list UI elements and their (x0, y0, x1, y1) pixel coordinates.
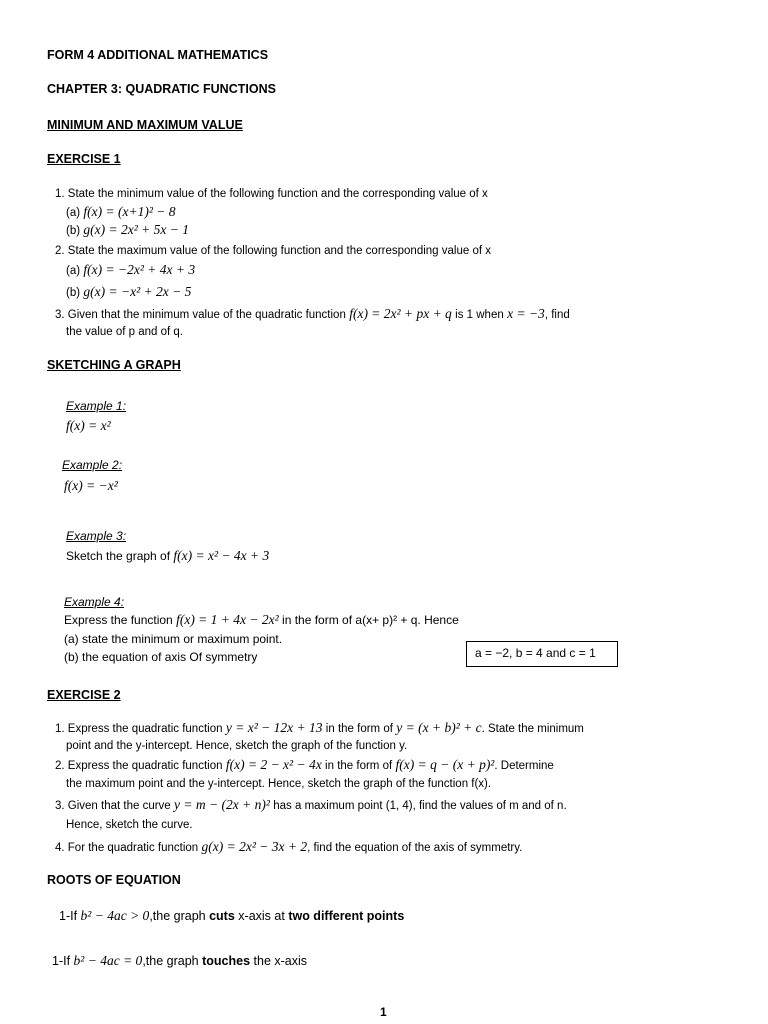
question-text: 3. Given that the minimum value of the quadratic function (55, 309, 346, 321)
question-text: is 1 when (455, 309, 504, 321)
chapter-title: CHAPTER 3: QUADRATIC FUNCTIONS (47, 82, 276, 96)
coefficient-hint-box: a = −2, b = 4 and c = 1 (466, 641, 618, 667)
exercise-1-question-3 (55, 306, 570, 322)
rule-text: 1-If (52, 954, 71, 968)
exercise-2-question-1 (55, 720, 584, 736)
roots-rule-2 (52, 953, 307, 969)
math-expression: b² − 4ac = 0 (73, 953, 143, 968)
item-label: (b) (66, 225, 81, 237)
question-text: in the form of (325, 723, 393, 735)
topic-heading: MINIMUM AND MAXIMUM VALUE (47, 118, 243, 132)
exercise-1-heading: EXERCISE 1 (47, 152, 121, 166)
example-4-part-a: (a) state the minimum or maximum point. (64, 632, 283, 646)
math-expression: y = x² − 12x + 13 (225, 720, 323, 735)
math-expression: f(x) = 2 − x² − 4x (225, 757, 322, 772)
question-text: 4. For the quadratic function (55, 842, 199, 854)
example-4-part-b: (b) the equation of axis Of symmetry (64, 650, 258, 664)
exercise-2-question-4 (55, 839, 522, 855)
sketching-heading: SKETCHING A GRAPH (47, 358, 181, 372)
math-expression: f(x) = x² − 4x + 3 (173, 548, 270, 563)
example-3-text (66, 548, 269, 564)
rule-text: the x-axis (253, 954, 308, 968)
rule-text: x-axis at (238, 909, 285, 923)
exercise-1-question-1a (66, 204, 176, 220)
exercise-2-question-2-line2: the maximum point and the y-intercept. Hence, sketch the graph of the function f(x). (66, 778, 492, 790)
question-text: in the form of (325, 760, 393, 772)
roots-rule-1 (59, 908, 404, 924)
example-3-label: Example 3: (66, 529, 127, 543)
item-label: (b) (66, 287, 81, 299)
math-expression: y = m − (2x + n)² (174, 797, 270, 812)
exercise-1-question-3-line2: the value of p and of q. (66, 326, 184, 338)
exercise-1-question-1b (66, 222, 189, 238)
math-expression: g(x) = 2x² + 5x − 1 (83, 222, 190, 237)
roots-heading: ROOTS OF EQUATION (47, 873, 181, 887)
rule-emphasis: cuts (209, 909, 235, 923)
example-4-text (64, 612, 459, 628)
math-expression: g(x) = 2x² − 3x + 2 (201, 839, 308, 854)
math-condition: x = −3 (507, 306, 545, 321)
example-4-label: Example 4: (64, 595, 125, 609)
example-2-expression: f(x) = −x² (64, 478, 118, 493)
example-text: Express the function (64, 613, 173, 627)
exercise-1-question-2b (66, 284, 191, 300)
exercise-2-question-1-line2: point and the y-intercept. Hence, sketch the graph of the function y. (66, 740, 408, 752)
math-expression: f(x) = (x+1)² − 8 (83, 204, 176, 219)
question-text: 2. Express the quadratic function (55, 760, 223, 772)
page-number: 1 (380, 1005, 387, 1019)
math-expression: f(x) = 2x² + px + q (349, 306, 452, 321)
rule-emphasis: touches (202, 954, 251, 968)
question-text: 3. Given that the curve (55, 800, 171, 812)
document-title: FORM 4 ADDITIONAL MATHEMATICS (47, 48, 269, 62)
rule-text: ,the graph (149, 909, 206, 923)
example-1-label: Example 1: (66, 399, 127, 413)
rule-emphasis: two different points (288, 909, 405, 923)
question-text: , find (544, 309, 570, 321)
question-text: . State the minimum (481, 723, 584, 735)
exercise-2-heading: EXERCISE 2 (47, 688, 121, 702)
question-text: , find the equation of the axis of symmetry. (307, 842, 523, 854)
math-expression: g(x) = −x² + 2x − 5 (83, 284, 192, 299)
math-expression: f(x) = −2x² + 4x + 3 (83, 262, 196, 277)
example-text: Sketch the graph of (66, 549, 171, 563)
math-expression: f(x) = q − (x + p)² (395, 757, 495, 772)
math-expression: f(x) = 1 + 4x − 2x² (176, 612, 279, 627)
exercise-1-question-1: 1. State the minimum value of the following function and the corresponding value of x (55, 188, 488, 200)
exercise-2-question-2 (55, 757, 554, 773)
exercise-2-question-3-line2: Hence, sketch the curve. (66, 819, 193, 831)
question-text: 1. Express the quadratic function (55, 723, 223, 735)
rule-text: 1-If (59, 909, 78, 923)
example-2-label: Example 2: (62, 458, 123, 472)
math-expression: b² − 4ac > 0 (80, 908, 150, 923)
example-text: in the form of a(x+ p)² + q. Hence (282, 613, 459, 627)
exercise-1-question-2: 2. State the maximum value of the following function and the corresponding value of x (55, 245, 491, 257)
exercise-1-question-2a (66, 262, 195, 278)
example-1-expression: f(x) = x² (66, 418, 111, 433)
rule-text: ,the graph (142, 954, 199, 968)
question-text: has a maximum point (1, 4), find the values of m and of n. (273, 800, 567, 812)
item-label: (a) (66, 265, 81, 277)
item-label: (a) (66, 207, 81, 219)
math-expression: y = (x + b)² + c (396, 720, 482, 735)
question-text: . Determine (494, 760, 554, 772)
exercise-2-question-3 (55, 797, 567, 813)
